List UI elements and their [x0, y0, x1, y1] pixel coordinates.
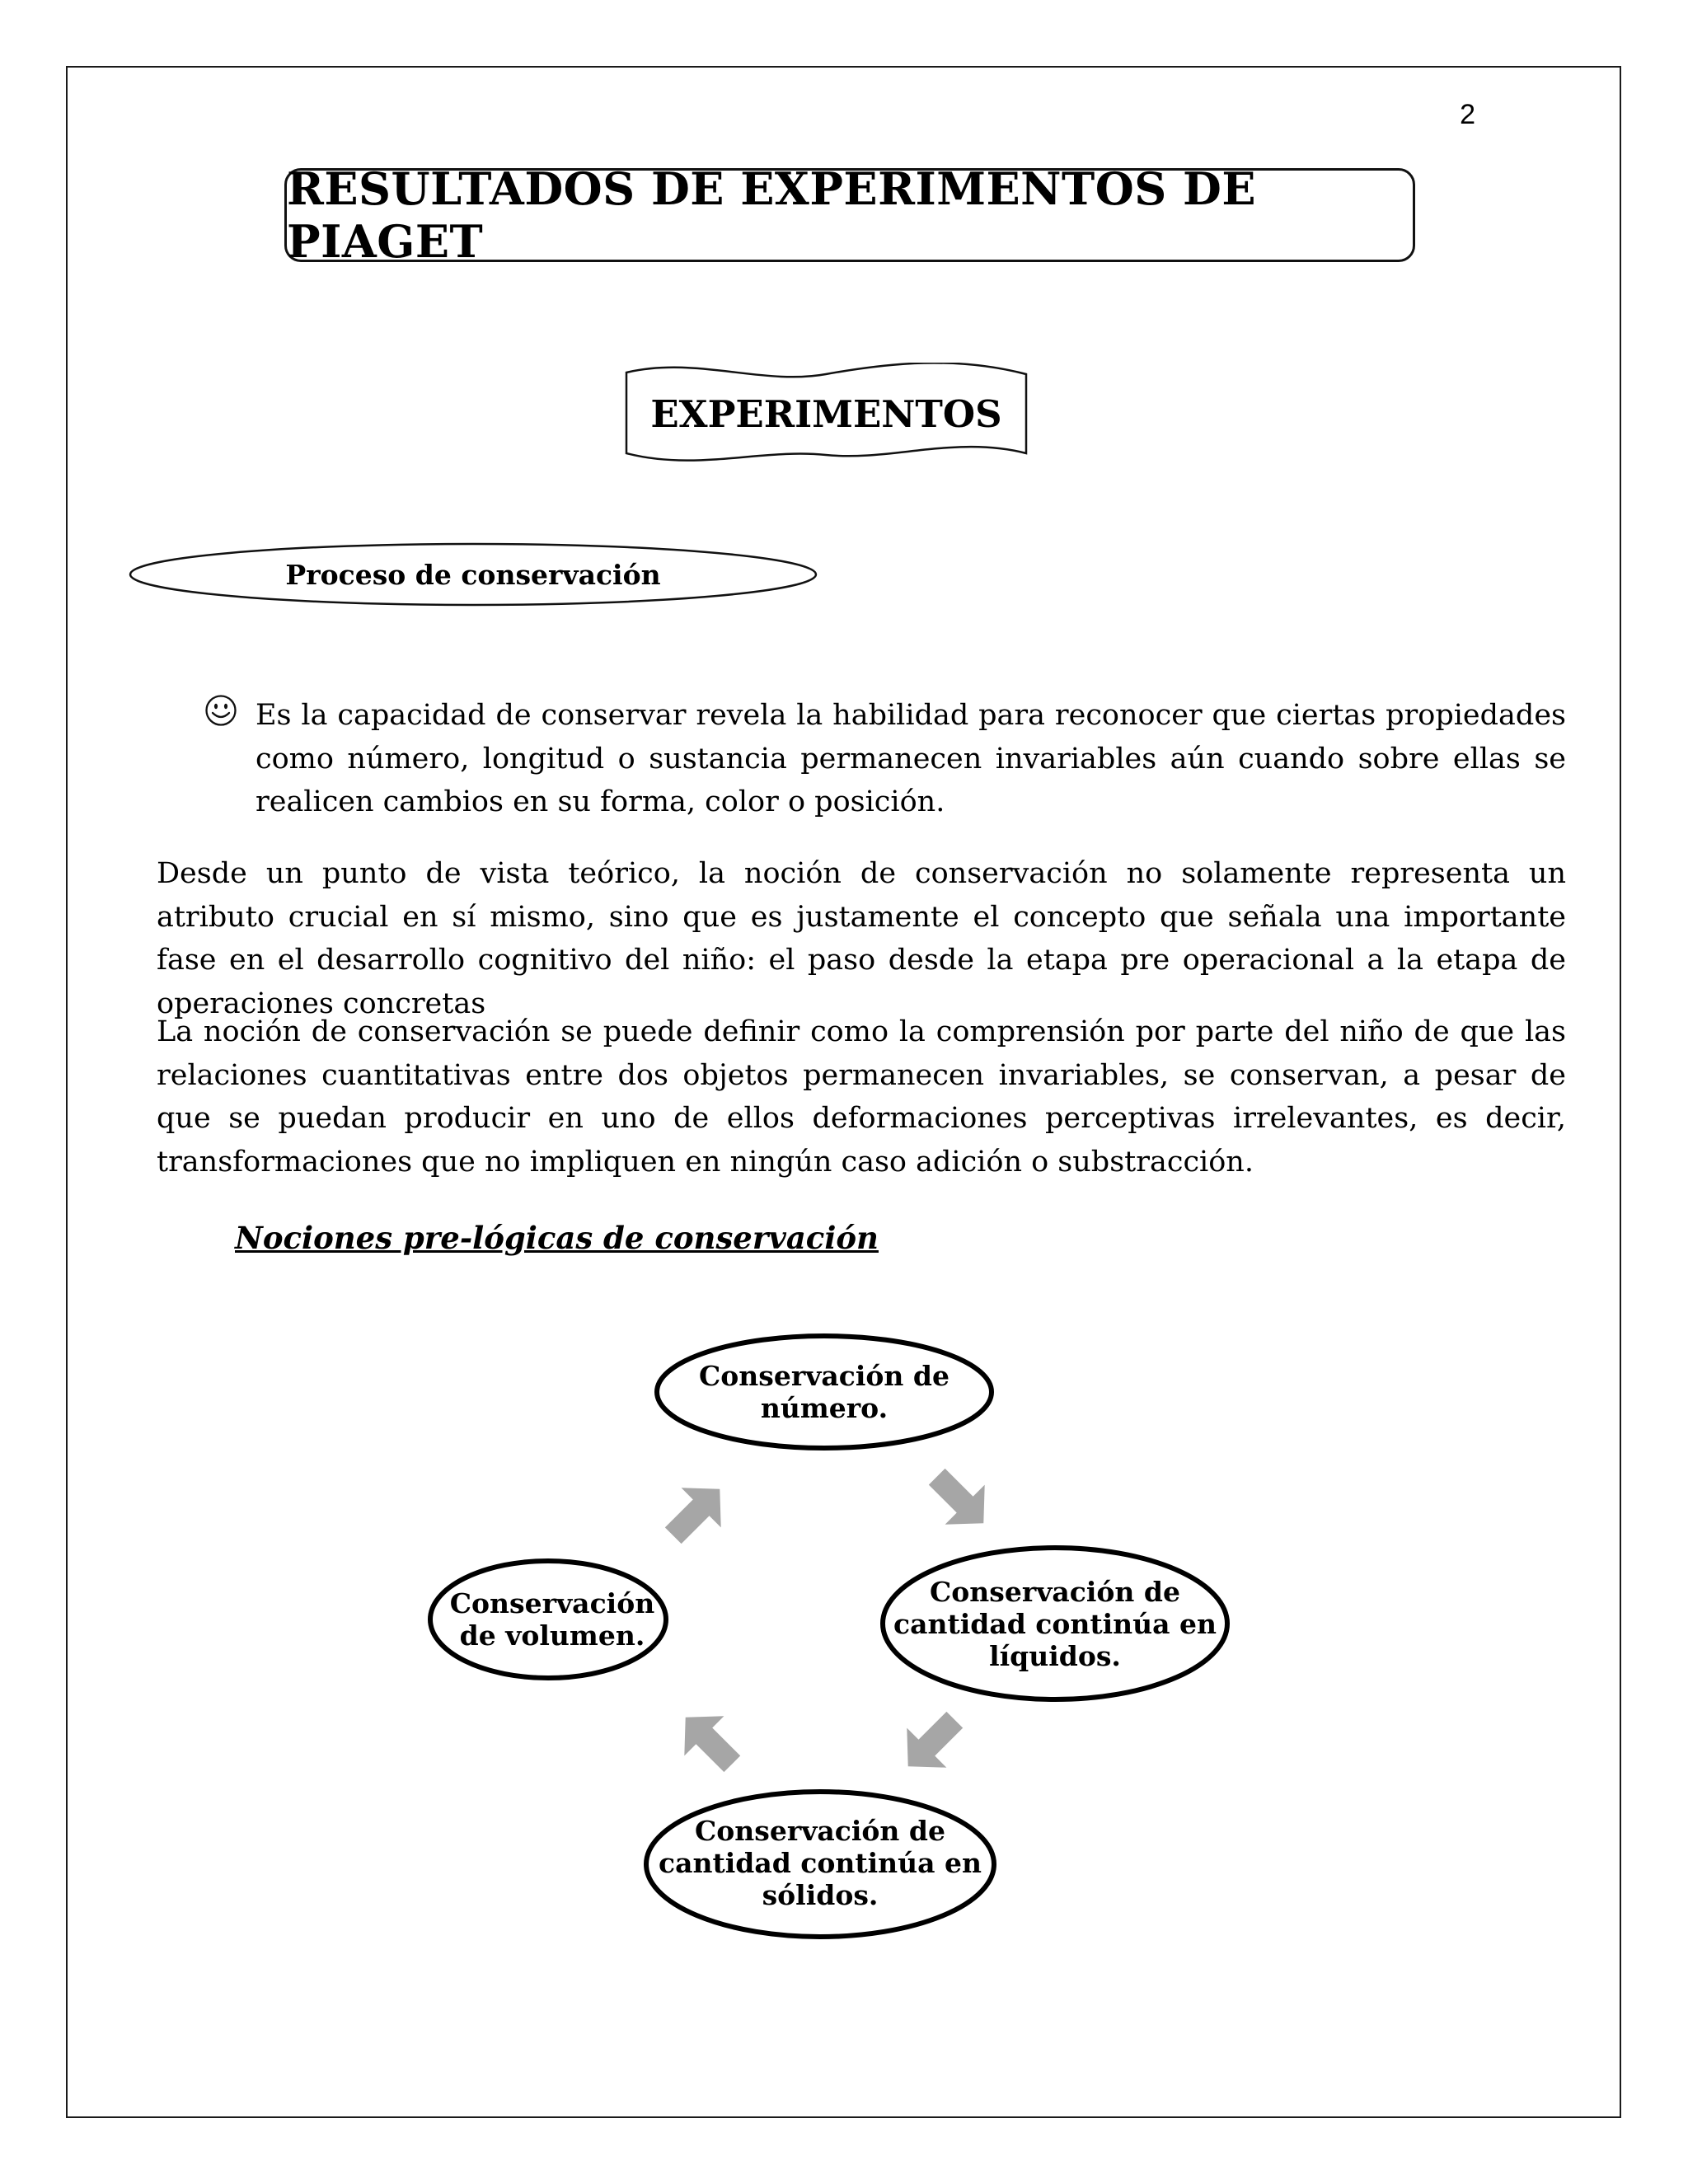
- banner-text: EXPERIMENTOS: [650, 392, 1002, 436]
- node-conservacion-solidos: Conservación de cantidad continúa en sólidos.: [659, 1814, 982, 1911]
- arrow-down-right-icon: [917, 1457, 1004, 1544]
- arrow-up-right-icon: [654, 1469, 740, 1556]
- smiley-icon: [204, 694, 237, 727]
- section-label-oval: [128, 541, 818, 607]
- paragraph: La noción de conservación se puede definir como la comprensión por parte del niño de que las relaciones cuantitativas entre dos objetos permanecen invariables, se conservan, a pesar de que se puedan producir en uno de ellos deformaciones perceptivas irrelevantes, es decir, transformaciones que no impliquen en ningún caso adición o substracción.: [157, 1015, 1566, 1179]
- node-conservacion-volumen: Conservación de volumen.: [449, 1587, 655, 1652]
- arrow-up-left-icon: [666, 1698, 753, 1784]
- arrow-down-left-icon: [889, 1700, 975, 1787]
- page-title: RESULTADOS DE EXPERIMENTOS DE PIAGET: [287, 162, 1257, 268]
- title-box: [284, 162, 1415, 268]
- bullet-item: [204, 694, 1566, 824]
- conservation-cycle-diagram: [412, 1319, 1278, 1961]
- subheading: Nociones pre-lógicas de conservación: [235, 1220, 879, 1256]
- paragraph: Desde un punto de vista teórico, la noción de conservación no solamente representa un atributo crucial en sí mismo, sino que es justamente el concepto que señala una importante fase en el desarrollo cognitivo del niño: el paso desde la etapa pre operacional a la etapa de operaciones concretas: [157, 857, 1566, 1020]
- node-conservacion-numero: Conservación de número.: [699, 1360, 950, 1424]
- section-banner: [622, 363, 1030, 466]
- node-conservacion-liquidos: Conservación de cantidad continúa en líquidos.: [893, 1575, 1217, 1672]
- section-label: Proceso de conservación: [285, 558, 661, 591]
- bullet-text: Es la capacidad de conservar revela la habilidad para reconocer que ciertas propiedades como número, longitud o sustancia permanecen invariables aún cuando sobre ellas se realicen cambios en su forma, color o posición.: [256, 699, 1566, 818]
- page-number: 2: [1460, 99, 1475, 130]
